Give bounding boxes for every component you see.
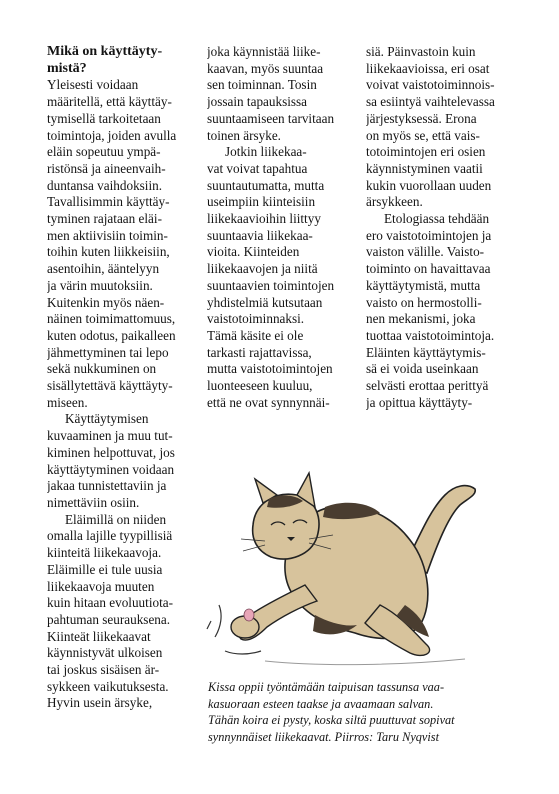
text-line: on myös se, että vais- [366,127,480,143]
text-line: kaavan, myös suuntaa [207,60,324,76]
text-column-1 [47,44,194,712]
cat-illustration [205,455,505,667]
text-line: miseen. [47,394,88,410]
text-line: kukin vuorollaan uuden [366,177,492,193]
text-line: Yleisesti voidaan [47,77,139,93]
text-line: kiinteitä liikekaavoja. [47,545,162,561]
text-line: sykkeen vaikutuksesta. [47,678,169,694]
text-line: selvästi erottaa perittyä [366,378,489,394]
text-line: käyttäytyminen voidaan [47,461,175,477]
caption-line: Tähän koira ei pysty, koska siltä puuttuvat sopivat [208,713,455,728]
text-line: että ne ovat synnynnäi- [207,394,330,410]
heading-line: mistä? [47,60,87,76]
text-line: Käyttäytymisen [65,411,149,427]
text-line: tuottaa vaistotoimintoja. [366,327,495,343]
text-line: duntansa vaihdoksiin. [47,177,163,193]
text-line: sen toiminnan. Tosin [207,77,317,93]
text-line: toihin kuten liikkeisiin, [47,244,170,260]
cat-drawing [205,455,505,667]
text-line: suuntaavia liikekaa- [207,227,313,243]
text-line: määritellä, että käyttäy- [47,94,172,110]
column-2-body [207,44,355,411]
text-line: vat voivat tapahtua [207,160,308,176]
cat-paw-pad [244,609,254,621]
text-line: sekä nukkuminen on [47,361,157,377]
article-heading [47,44,194,77]
text-line: useimpiin kiinteisiin [207,194,316,210]
text-line: siä. Päinvastoin kuin [366,44,476,59]
text-line: vaiston välille. Vaisto- [366,244,485,260]
text-line: Eläimille ei tule uusia [47,561,163,577]
text-line: jähmettyminen tai lepo [47,344,169,360]
text-line: voivat vaistotoiminnois- [366,77,495,93]
text-line: liikekaavojen ja niitä [207,261,318,277]
text-line: ero vaistotoimintojen ja [366,227,492,243]
text-line: tyminen rajataan eläi- [47,211,162,227]
text-line: nen mekanismi, joka [366,311,476,327]
text-line: Eläinten käyttäytymis- [366,344,486,360]
text-line: suuntaamiseen tarvitaan [207,110,335,126]
text-line: järjestyksessä. Erona [366,110,477,126]
heading-line: Mikä on käyttäyty- [47,44,163,59]
text-line: vaistotoiminnaksi. [207,311,305,327]
text-line: kuvaaminen ja muu tut- [47,428,173,444]
text-line: Jotkin liikekaa- [225,144,307,160]
text-line: vaisto on hermostolli- [366,294,482,310]
text-line: liikekaavioissa, eri osat [366,60,490,76]
text-line: omalla lajille tyypillisiä [47,528,173,544]
text-line: ristönsä ja aineenvaih- [47,160,166,176]
text-line: pahtuman seurauksena. [47,611,171,627]
text-line: tymisellä tarkoitetaan [47,110,161,126]
text-line: tarkasti rajattavissa, [207,344,312,360]
text-line: sa esiintyä vaihtelevassa [366,94,495,110]
text-line: näinen toimimattomuus, [47,311,176,327]
text-line: Tämä käsite ei ole [207,327,304,343]
text-line: liikekaavoja muuten [47,578,155,594]
text-line: liikekaavioihin liittyy [207,211,321,227]
figure-caption [208,679,528,745]
text-line: luonteeseen kuuluu, [207,378,313,394]
text-line: sä ei voida useinkaan [366,361,479,377]
text-line: men aktiivisiin toimin- [47,227,168,243]
text-line: jakaa tunnistettaviin ja [47,478,167,494]
text-line: mutta vaistotoimintojen [207,361,333,377]
text-line: joka käynnistää liike- [207,44,321,59]
text-line: toiminto on havaittavaa [366,261,491,277]
text-line: Kuitenkin myös näen- [47,294,165,310]
text-line: käynnistyvät ulkoisen [47,645,163,661]
text-column-2 [207,44,355,411]
caption-line: synnynnäiset liikekaavat. Piirros: Taru Nyqvist [208,729,439,744]
text-line: totoimintojen eri osien [366,144,486,160]
text-line: kiminen helpottuvat, jos [47,444,175,460]
text-line: Hyvin usein ärsyke, [47,695,153,711]
text-line: toimintoja, joiden avulla [47,127,177,143]
text-line: käynnistyminen vaatii [366,160,483,176]
text-line: jossain tapauksissa [207,94,307,110]
caption-line: Kissa oppii työntämään taipuisan tassunsa vaa- [208,680,445,694]
text-line: ja opittua käyttäyty- [366,394,473,410]
text-line: Etologiassa tehdään [384,211,490,227]
ground-shadow [265,659,465,665]
text-line: suuntaavien toimintojen [207,277,335,293]
column-1-body [47,77,194,712]
text-line: käyttäytymistä, mutta [366,277,481,293]
text-line: nimettäviin osiin. [47,494,140,510]
text-column-3 [366,44,516,411]
text-line: ärsykkeen. [366,194,423,210]
text-line: asentoihin, ääntelyyn [47,261,160,277]
text-line: suuntautumatta, mutta [207,177,325,193]
text-line: eläin sopeutuu ympä- [47,144,161,160]
caption-line: kasuoraan esteen taakse ja avaamaan salvan. [208,696,434,711]
text-line: kuten odotus, paikalleen [47,327,176,343]
text-line: toinen ärsyke. [207,127,281,143]
text-line: Eläimillä on niiden [65,511,167,527]
text-line: vioita. Kiinteiden [207,244,300,260]
text-line: Tavallisimmin käyttäy- [47,194,170,210]
text-line: ja värin muutoksiin. [47,277,153,293]
text-line: Kiinteät liikekaavat [47,628,151,644]
text-line: tai joskus sisäisen är- [47,662,160,678]
text-line: kuin hitaan evoluutiota- [47,595,173,611]
text-line: sisällytettävä käyttäyty- [47,378,173,394]
text-line: yhdistelmiä kutsutaan [207,294,323,310]
column-3-body [366,44,516,411]
